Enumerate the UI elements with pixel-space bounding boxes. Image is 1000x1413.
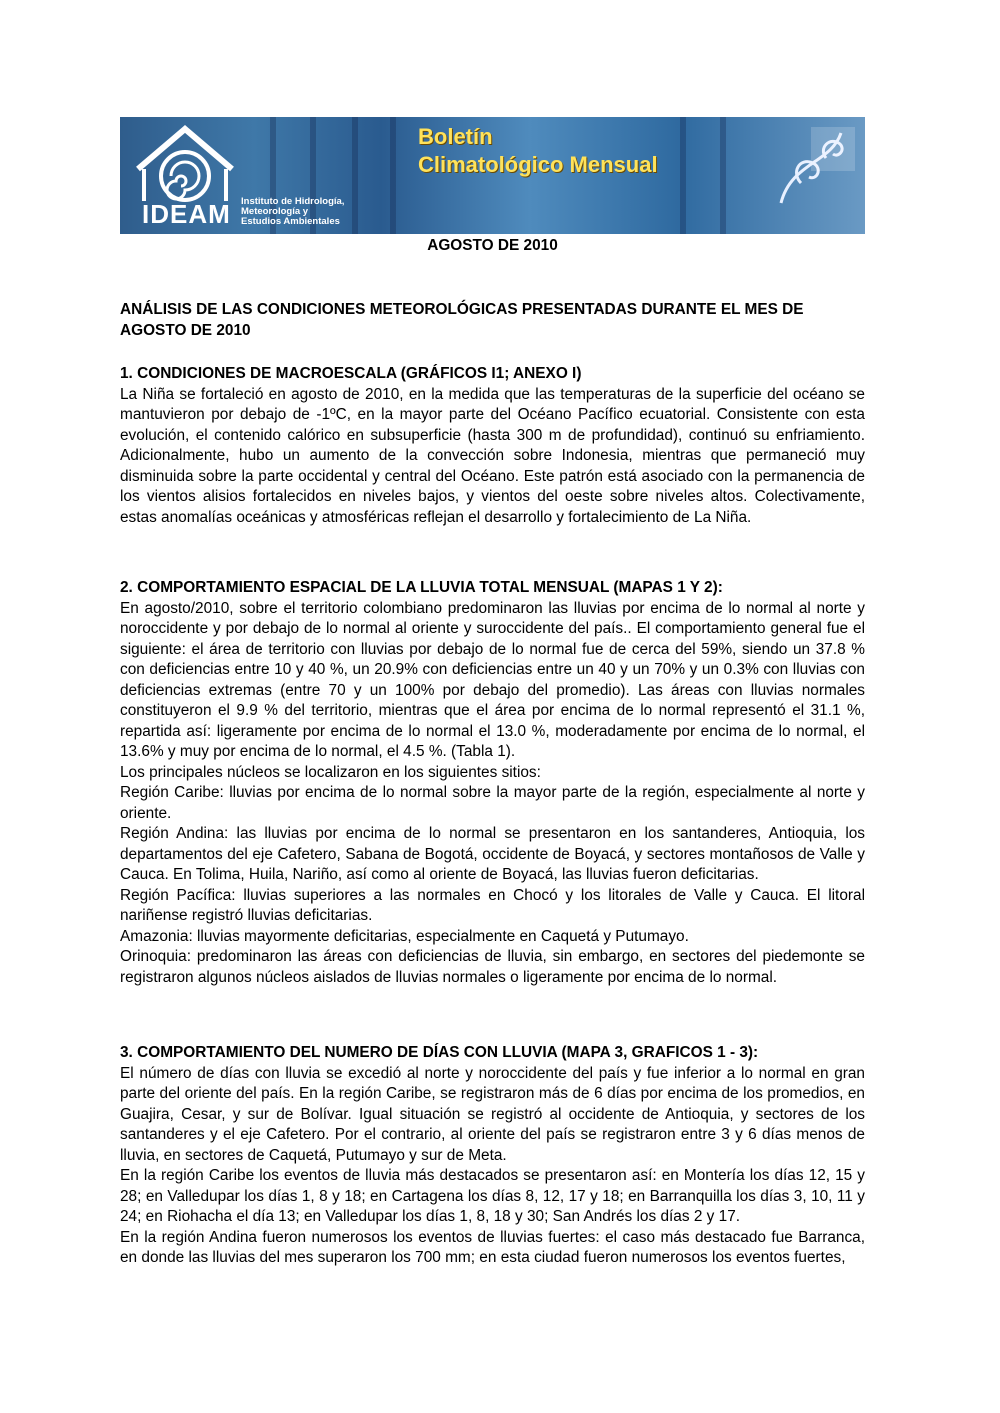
org-acronym: IDEAM (142, 199, 231, 229)
section-3-paragraph: En la región Caribe los eventos de lluvia más destacados se presentaron así: en Montería los días 12, 15 y 28; en Valledupar los días 1, 8 y 18; en Cartagena los días 8, 12, 17 y 18; en Barranquilla los días 3, 10, 11 y 24; en Riohacha el día 13; en Valledupar los días 1, 8, 18 y 30; San Andrés los días 2 y 17. (120, 1167, 865, 1225)
ornament-icon (771, 123, 859, 211)
section-1-heading: 1. CONDICIONES DE MACROESCALA (GRÁFICOS I1; ANEXO I) (120, 365, 582, 382)
section-2-paragraph: Los principales núcleos se localizaron en los siguientes sitios: (120, 763, 541, 781)
section-2-paragraph: Región Caribe: lluvias por encima de lo normal sobre la mayor parte de la región, especialmente al norte y oriente. (120, 784, 865, 822)
section-2-paragraph: Amazonia: lluvias mayormente deficitarias, especialmente en Caquetá y Putumayo. (120, 927, 689, 945)
section-3 (120, 1043, 865, 1269)
institute-name: Instituto de Hidrología, Meteorología y Estudios Ambientales (241, 196, 345, 227)
section-1-paragraph: La Niña se fortaleció en agosto de 2010, en la medida que las temperaturas de la superficie del océano se mantuvieron por debajo de -1ºC, en la mayor parte del Océano Pacífico ecuatorial. Consistente con esta evolución, el contenido calórico en subsuperficie (hasta 300 m de profundidad), continuó su enfriamiento. Adicionalmente, hubo un aumento de la convección sobre Indonesia, mientras que permaneció muy disminuida sobre la parte occidental y central del Océano. Este patrón está asociado con la permanencia de los vientos alisios fortalecidos en niveles bajos, y vientos del oeste sobre niveles altos. Colectivamente, estas anomalías oceánicas y atmosféricas reflejan el desarrollo y fortalecimiento de La Niña. (120, 385, 865, 526)
main-heading: ANÁLISIS DE LAS CONDICIONES METEOROLÓGICAS PRESENTADAS DURANTE EL MES DE AGOSTO DE 2010 (120, 301, 804, 339)
header-banner (120, 117, 865, 234)
section-3-paragraph: El número de días con lluvia se excedió al norte y noroccidente del país y fue inferior a lo normal en gran parte del oriente del país. En la región Caribe, se registraron más de 6 días por encima de los promedios, en Guajira, Cesar, y sur de Bolívar. Igual situación se registró al occidente de Antioquia, y sectores de los santanderes y el eje Cafetero. Por el contrario, al oriente del país se registraron entre 3 y 6 días menos de lluvia, en sectores de Caquetá, Putumayo y sur de Meta. (120, 1064, 865, 1164)
section-1 (120, 364, 865, 528)
section-2-paragraph: Orinoquia: predominaron las áreas con deficiencias de lluvia, sin embargo, en sectores del piedemonte se registraron algunos núcleos aislados de lluvias normales o ligeramente por encima de lo normal. (120, 948, 865, 986)
section-2-paragraph: En agosto/2010, sobre el territorio colombiano predominaron las lluvias por encima de lo normal al norte y noroccidente y por debajo de lo normal al oriente y suroccidente del país.. El comportamiento general fue el siguiente: el área de territorio con lluvias por debajo de lo normal fue de cerca del 59%, siendo un 37.8 % con deficiencias entre 10 y 40 %, un 20.9% con deficiencias entre un 40 y un 70% y un 0.3% con lluvias con deficiencias extremas (entre 70 y un 100% por debajo del promedio). Las áreas con lluvias normales constituyeron el 9.9 % del territorio, mientras que el área por encima de lo normal representó el 31.1 %, repartida así: ligeramente por encima de lo normal el 13.0 %, moderadamente por encima de lo normal, el 13.6% y muy por encima de lo normal, el 4.5 %. (Tabla 1). (120, 599, 865, 760)
bulletin-title: Boletín Climatológico Mensual (418, 124, 658, 177)
section-3-heading: 3. COMPORTAMIENTO DEL NUMERO DE DÍAS CON LLUVIA (MAPA 3, GRAFICOS 1 - 3): (120, 1044, 759, 1061)
section-2-paragraph: Región Pacífica: lluvias superiores a las normales en Chocó y los litorales de Valle y Cauca. El litoral nariñense registró lluvias deficitarias. (120, 886, 865, 924)
section-2-heading: 2. COMPORTAMIENTO ESPACIAL DE LA LLUVIA TOTAL MENSUAL (MAPAS 1 Y 2): (120, 579, 723, 596)
section-3-paragraph: En la región Andina fueron numerosos los eventos de lluvias fuertes: el caso más destacado fue Barranca, en donde las lluvias del mes superaron los 700 mm; en esta ciudad fueron numerosos los eventos fuertes, (120, 1228, 865, 1266)
month-title: AGOSTO DE 2010 (427, 237, 558, 254)
section-2 (120, 578, 865, 988)
section-2-paragraph: Región Andina: las lluvias por encima de lo normal se presentaron en los santanderes, Antioquia, los departamentos del eje Cafetero, Sabana de Bogotá, occidente de Boyacá, y sectores montañosos de Valle y Cauca. En Tolima, Huila, Nariño, así como al oriente de Boyacá, las lluvias fueron deficitarias. (120, 825, 865, 883)
